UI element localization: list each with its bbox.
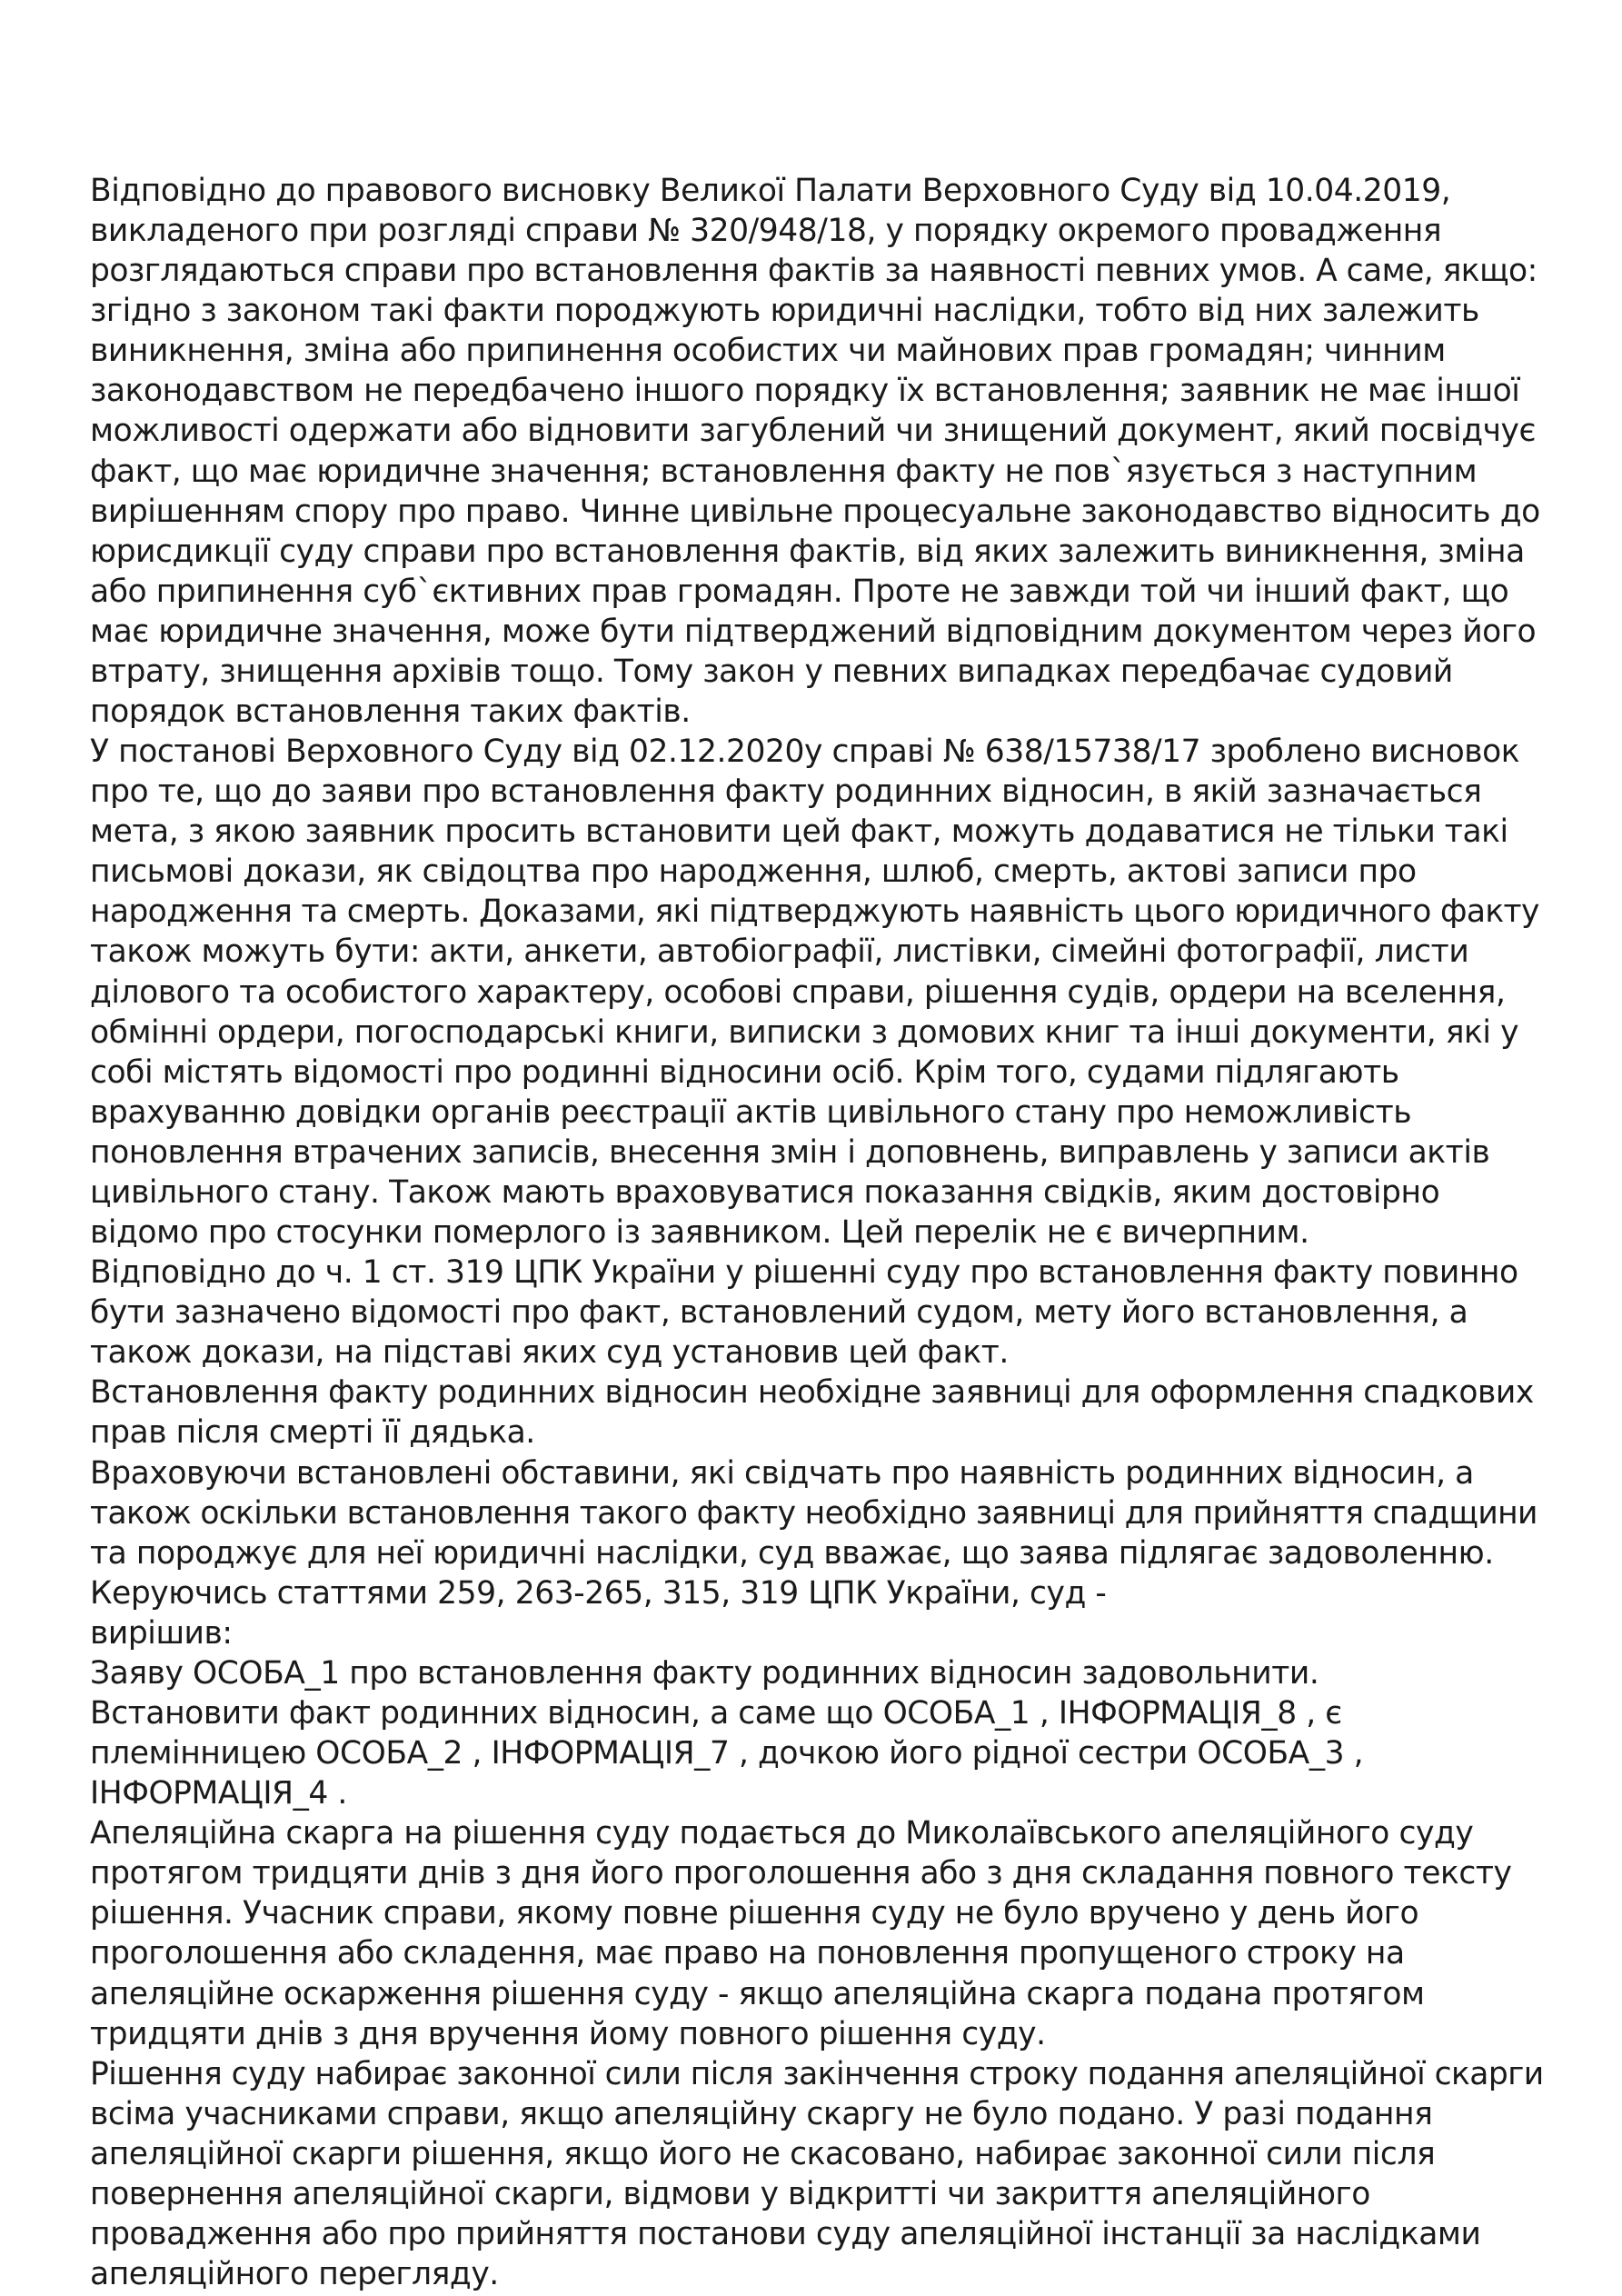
document-text-line: порядок встановлення таких фактів. [90,694,691,731]
document-text-line: вирішенням спору про право. Чинне цивільне процесуальне законодавство відносить до [90,493,1540,530]
document-text-line: Встановлення факту родинних відносин необхідне заявниці для оформлення спадкових [90,1374,1534,1412]
document-text-line: проголошення або складення, має право на поновлення пропущеного строку на [90,1935,1405,1972]
document-text-line: У постанові Верховного Суду від 02.12.2020у справі № 638/15738/17 зроблено висновок [90,734,1520,771]
document-text-line: собі містять відомості про родинні відносини осіб. Крім того, судами підлягають [90,1053,1399,1091]
document-text-line: бути зазначено відомості про факт, встановлений судом, мету його встановлення, а [90,1294,1468,1332]
document-text-line: Враховуючи встановлені обставини, які свідчать про наявність родинних відносин, а [90,1454,1474,1492]
document-text-line: врахуванню довідки органів реєстрації актів цивільного стану про неможливість [90,1093,1412,1131]
document-text-line: Заяву ОСОБА_1 про встановлення факту родинних відносин задовольнити. [90,1654,1319,1692]
document-text-line: протягом тридцяти днів з дня його проголошення або з дня складання повного тексту [90,1855,1512,1892]
document-text-line: Апеляційна скарга на рішення суду подається до Миколаївського апеляційного суду [90,1815,1474,1852]
document-text-line: племінницею ОСОБА_2 , ІНФОРМАЦІЯ_7 , дочкою його рідної сестри ОСОБА_3 , [90,1735,1364,1772]
document-text-line: тридцяти днів з дня вручення йому повного рішення суду. [90,2015,1046,2052]
document-text-line: апеляційне оскарження рішення суду - якщо апеляційна скарга подана протягом [90,1975,1425,2012]
document-text-line: Відповідно до правового висновку Великої Палати Верховного Суду від 10.04.2019, [90,173,1451,209]
document-text-line: поновлення втрачених записів, внесення змін і доповнень, виправлень у записи актів [90,1133,1490,1171]
document-text-line: також оскільки встановлення такого факту необхідно заявниці для прийняття спадщини [90,1494,1537,1532]
document-text-line: виникнення, зміна або припинення особистих чи майнових прав громадян; чинним [90,333,1446,370]
document-text-line: розглядаються справи про встановлення фактів за наявності певних умов. А саме, якщо: [90,253,1537,290]
document-text-line: Керуючись статтями 259, 263-265, 315, 319 ЦПК України, суд - [90,1574,1107,1612]
document-text-line: апеляційної скарги рішення, якщо його не скасовано, набирає законної сили після [90,2135,1436,2172]
document-body [90,171,1544,2294]
document-text-line: повернення апеляційної скарги, відмови у відкритті чи закриття апеляційного [90,2175,1370,2212]
document-text-line: або припинення суб`єктивних прав громадян. Проте не завжди той чи інший факт, що [90,573,1509,610]
document-text-line: всіма учасниками справи, якщо апеляційну скаргу не було подано. У разі подання [90,2095,1433,2132]
document-text-line: народження та смерть. Доказами, які підтверджують наявність цього юридичного факту [90,893,1539,931]
document-text-line: мета, з якою заявник просить встановити цей факт, можуть додаватися не тільки такі [90,814,1508,851]
document-text-line: цивільного стану. Також мають враховуватися показання свідків, яким достовірно [90,1173,1440,1211]
document-text-line: законодавством не передбачено іншого порядку їх встановлення; заявник не має іншої [90,373,1520,410]
document-text-line: письмові докази, як свідоцтва про народження, шлюб, смерть, актові записи про [90,854,1417,891]
document-text-line: Встановити факт родинних відносин, а саме що ОСОБА_1 , ІНФОРМАЦІЯ_8 , є [90,1694,1342,1732]
document-text-line: прав після смерті її дядька. [90,1414,535,1452]
document-text-line: можливості одержати або відновити загублений чи знищений документ, який посвідчує [90,413,1536,450]
document-text-line: провадження або про прийняття постанови суду апеляційної інстанції за наслідками [90,2215,1481,2252]
document-text-line: факт, що має юридичне значення; встановлення факту не пов`язується з наступним [90,453,1478,490]
document-text-line: Рішення суду набирає законної сили після закінчення строку подання апеляційної скарги [90,2055,1544,2092]
document-text-line: також можуть бути: акти, анкети, автобіографії, листівки, сімейні фотографії, листи [90,933,1469,971]
document-text-line: ІНФОРМАЦІЯ_4 . [90,1775,347,1812]
document-text-line: юрисдикції суду справи про встановлення фактів, від яких залежить виникнення, зміна [90,533,1525,570]
document-text-line: має юридичне значення, може бути підтверджений відповідним документом через його [90,613,1537,650]
document-text-line: про те, що до заяви про встановлення факту родинних відносин, в якій зазначається [90,774,1482,811]
document-text-line: відомо про стосунки померлого із заявником. Цей перелік не є вичерпним. [90,1214,1309,1252]
document-text-line: Відповідно до ч. 1 ст. 319 ЦПК України у рішенні суду про встановлення факту повинно [90,1254,1518,1292]
document-text-line: обмінні ордери, погосподарські книги, виписки з домових книг та інші документи, які у [90,1013,1519,1051]
document-text-line: рішення. Учасник справи, якому повне рішення суду не було вручено у день його [90,1895,1419,1932]
document-text-line: та породжує для неї юридичні наслідки, суд вважає, що заява підлягає задоволенню. [90,1534,1494,1572]
document-text-line: викладеного при розгляді справи № 320/948/18, у порядку окремого провадження [90,213,1442,250]
document-text-line: апеляційного перегляду. [90,2256,499,2293]
document-text-line: також докази, на підставі яких суд установив цей факт. [90,1334,1009,1372]
document-text-line: вирішив: [90,1614,233,1652]
document-text-line: згідно з законом такі факти породжують юридичні наслідки, тобто від них залежить [90,293,1479,330]
document-text-line: ділового та особистого характеру, особові справи, рішення судів, ордери на вселення, [90,973,1506,1011]
document-text-line: втрату, знищення архівів тощо. Тому закон у певних випадках передбачає судовий [90,653,1453,690]
